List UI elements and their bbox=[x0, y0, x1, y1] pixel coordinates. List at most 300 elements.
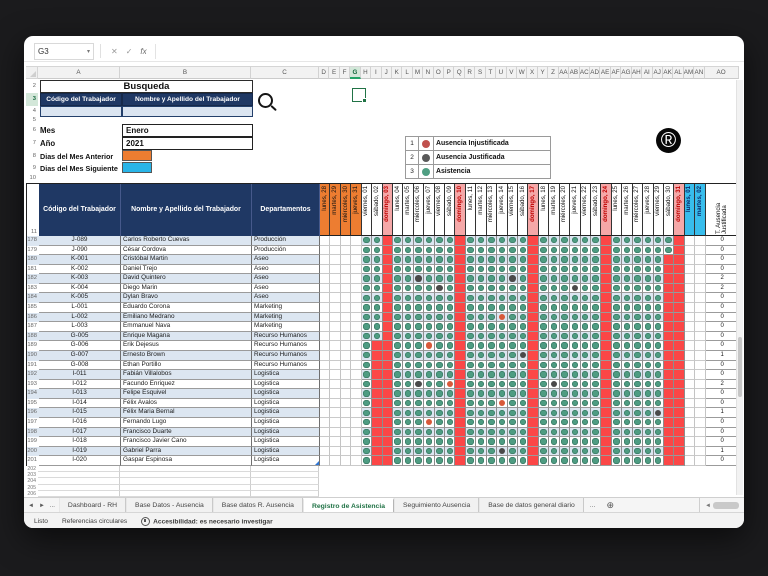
day-cell[interactable] bbox=[445, 361, 455, 371]
department-cell[interactable]: Logistica bbox=[252, 389, 320, 399]
employee-name-cell[interactable]: Francisco Javier Cano bbox=[121, 437, 252, 447]
day-cell[interactable] bbox=[612, 351, 622, 361]
day-cell[interactable] bbox=[487, 274, 497, 284]
day-cell[interactable] bbox=[539, 236, 549, 246]
day-cell[interactable] bbox=[508, 389, 518, 399]
day-cell[interactable] bbox=[622, 456, 632, 466]
day-cell[interactable] bbox=[351, 236, 361, 246]
day-cell[interactable] bbox=[664, 313, 674, 323]
day-cell[interactable] bbox=[320, 380, 330, 390]
day-cell[interactable] bbox=[528, 351, 538, 361]
column-header-V[interactable]: V bbox=[507, 66, 517, 79]
day-cell[interactable] bbox=[341, 322, 351, 332]
day-cell[interactable] bbox=[435, 341, 445, 351]
cancel-icon[interactable]: ✕ bbox=[111, 46, 118, 56]
day-cell[interactable] bbox=[414, 389, 424, 399]
day-cell[interactable] bbox=[466, 370, 476, 380]
day-cell[interactable] bbox=[351, 303, 361, 313]
day-cell[interactable] bbox=[685, 428, 695, 438]
day-cell[interactable] bbox=[664, 246, 674, 256]
day-cell[interactable] bbox=[664, 437, 674, 447]
day-cell[interactable] bbox=[383, 389, 393, 399]
day-cell[interactable] bbox=[581, 399, 591, 409]
day-cell[interactable] bbox=[581, 437, 591, 447]
day-cell[interactable] bbox=[508, 418, 518, 428]
day-cell[interactable] bbox=[601, 447, 611, 457]
day-cell[interactable] bbox=[643, 370, 653, 380]
day-cell[interactable] bbox=[414, 246, 424, 256]
day-cell[interactable] bbox=[341, 361, 351, 371]
day-cell[interactable] bbox=[508, 447, 518, 457]
column-header-AM[interactable]: AM bbox=[684, 66, 694, 79]
day-cell[interactable] bbox=[601, 370, 611, 380]
day-cell[interactable] bbox=[414, 293, 424, 303]
day-cell[interactable] bbox=[518, 274, 528, 284]
day-cell[interactable] bbox=[383, 274, 393, 284]
day-cell[interactable] bbox=[622, 246, 632, 256]
day-cell[interactable] bbox=[591, 456, 601, 466]
day-cell[interactable] bbox=[330, 408, 340, 418]
day-cell[interactable] bbox=[581, 246, 591, 256]
day-cell[interactable] bbox=[497, 351, 507, 361]
day-cell[interactable] bbox=[622, 428, 632, 438]
day-cell[interactable] bbox=[581, 265, 591, 275]
day-cell[interactable] bbox=[455, 255, 465, 265]
day-cell[interactable] bbox=[528, 418, 538, 428]
day-cell[interactable] bbox=[435, 361, 445, 371]
day-cell[interactable] bbox=[372, 322, 382, 332]
search-icon[interactable] bbox=[258, 93, 273, 108]
day-cell[interactable] bbox=[685, 284, 695, 294]
row-number[interactable]: 200 bbox=[27, 447, 37, 454]
day-cell[interactable] bbox=[654, 456, 664, 466]
day-cell[interactable] bbox=[518, 341, 528, 351]
employee-code-cell[interactable]: I-020 bbox=[39, 456, 121, 466]
day-cell[interactable] bbox=[362, 370, 372, 380]
day-cell[interactable] bbox=[528, 332, 538, 342]
day-cell[interactable] bbox=[383, 322, 393, 332]
day-cell[interactable] bbox=[362, 332, 372, 342]
day-cell[interactable] bbox=[674, 274, 684, 284]
day-cell[interactable] bbox=[591, 293, 601, 303]
row-number[interactable]: 196 bbox=[27, 409, 37, 416]
column-header-O[interactable]: O bbox=[434, 66, 444, 79]
day-cell[interactable] bbox=[341, 447, 351, 457]
day-cell[interactable] bbox=[487, 370, 497, 380]
day-cell[interactable] bbox=[549, 456, 559, 466]
day-cell[interactable] bbox=[445, 284, 455, 294]
day-cell[interactable] bbox=[591, 236, 601, 246]
day-header[interactable] bbox=[445, 184, 455, 236]
day-cell[interactable] bbox=[560, 447, 570, 457]
day-cell[interactable] bbox=[612, 408, 622, 418]
day-header[interactable] bbox=[518, 184, 528, 236]
day-cell[interactable] bbox=[591, 351, 601, 361]
column-header-AF[interactable]: AF bbox=[611, 66, 621, 79]
day-cell[interactable] bbox=[466, 351, 476, 361]
day-cell[interactable] bbox=[654, 255, 664, 265]
day-cell[interactable] bbox=[643, 303, 653, 313]
day-cell[interactable] bbox=[466, 322, 476, 332]
day-cell[interactable] bbox=[539, 303, 549, 313]
day-cell[interactable] bbox=[664, 380, 674, 390]
day-cell[interactable] bbox=[445, 303, 455, 313]
row-number[interactable]: 198 bbox=[27, 428, 37, 435]
employee-name-cell[interactable]: Fernando Lugo bbox=[121, 418, 252, 428]
day-cell[interactable] bbox=[393, 428, 403, 438]
column-header-J[interactable]: J bbox=[382, 66, 392, 79]
day-cell[interactable] bbox=[581, 380, 591, 390]
employee-name-cell[interactable]: Gaspar Espinosa bbox=[121, 456, 252, 466]
employee-code-cell[interactable]: I-017 bbox=[39, 428, 121, 438]
day-cell[interactable] bbox=[341, 428, 351, 438]
day-cell[interactable] bbox=[476, 322, 486, 332]
day-cell[interactable] bbox=[393, 408, 403, 418]
employee-code-cell[interactable]: I-013 bbox=[39, 389, 121, 399]
day-cell[interactable] bbox=[508, 456, 518, 466]
day-cell[interactable] bbox=[622, 322, 632, 332]
day-cell[interactable] bbox=[560, 418, 570, 428]
day-cell[interactable] bbox=[497, 408, 507, 418]
day-cell[interactable] bbox=[654, 380, 664, 390]
day-cell[interactable] bbox=[497, 246, 507, 256]
day-cell[interactable] bbox=[372, 236, 382, 246]
day-header[interactable] bbox=[351, 184, 361, 236]
day-cell[interactable] bbox=[487, 284, 497, 294]
day-cell[interactable] bbox=[581, 341, 591, 351]
day-cell[interactable] bbox=[330, 332, 340, 342]
day-cell[interactable] bbox=[466, 447, 476, 457]
day-cell[interactable] bbox=[664, 322, 674, 332]
employee-name-cell[interactable]: Ethan Portillo bbox=[121, 361, 252, 371]
day-cell[interactable] bbox=[320, 255, 330, 265]
day-cell[interactable] bbox=[455, 284, 465, 294]
day-cell[interactable] bbox=[330, 284, 340, 294]
day-cell[interactable] bbox=[528, 322, 538, 332]
day-cell[interactable] bbox=[362, 399, 372, 409]
day-cell[interactable] bbox=[570, 437, 580, 447]
day-cell[interactable] bbox=[612, 389, 622, 399]
day-cell[interactable] bbox=[654, 408, 664, 418]
day-cell[interactable] bbox=[351, 408, 361, 418]
day-cell[interactable] bbox=[403, 456, 413, 466]
day-cell[interactable] bbox=[487, 246, 497, 256]
day-cell[interactable] bbox=[393, 370, 403, 380]
day-cell[interactable] bbox=[643, 456, 653, 466]
total-justified-cell[interactable]: 0 bbox=[706, 293, 740, 303]
day-cell[interactable] bbox=[622, 418, 632, 428]
day-cell[interactable] bbox=[455, 408, 465, 418]
total-justified-cell[interactable]: 0 bbox=[706, 255, 740, 265]
day-cell[interactable] bbox=[424, 236, 434, 246]
day-cell[interactable] bbox=[591, 265, 601, 275]
day-cell[interactable] bbox=[508, 313, 518, 323]
employee-code-cell[interactable]: G-006 bbox=[39, 341, 121, 351]
day-cell[interactable] bbox=[320, 418, 330, 428]
day-cell[interactable] bbox=[570, 380, 580, 390]
day-cell[interactable] bbox=[362, 456, 372, 466]
day-cell[interactable] bbox=[372, 313, 382, 323]
day-cell[interactable] bbox=[487, 418, 497, 428]
search-name-input[interactable] bbox=[122, 106, 253, 117]
day-cell[interactable] bbox=[445, 274, 455, 284]
day-cell[interactable] bbox=[695, 361, 705, 371]
vertical-scrollbar[interactable] bbox=[736, 80, 743, 495]
day-cell[interactable] bbox=[539, 274, 549, 284]
day-cell[interactable] bbox=[351, 437, 361, 447]
day-cell[interactable] bbox=[560, 341, 570, 351]
employee-name-cell[interactable]: Félix Avalos bbox=[121, 399, 252, 409]
row-number[interactable]: 188 bbox=[27, 332, 37, 339]
employee-code-cell[interactable]: I-014 bbox=[39, 399, 121, 409]
column-header-W[interactable]: W bbox=[517, 66, 527, 79]
day-cell[interactable] bbox=[497, 313, 507, 323]
day-cell[interactable] bbox=[654, 274, 664, 284]
day-cell[interactable] bbox=[466, 255, 476, 265]
day-cell[interactable] bbox=[518, 437, 528, 447]
day-cell[interactable] bbox=[622, 236, 632, 246]
day-cell[interactable] bbox=[591, 447, 601, 457]
day-cell[interactable] bbox=[622, 351, 632, 361]
day-cell[interactable] bbox=[549, 447, 559, 457]
day-cell[interactable] bbox=[685, 437, 695, 447]
day-cell[interactable] bbox=[383, 351, 393, 361]
day-cell[interactable] bbox=[528, 255, 538, 265]
day-cell[interactable] bbox=[466, 313, 476, 323]
day-cell[interactable] bbox=[591, 370, 601, 380]
day-cell[interactable] bbox=[601, 293, 611, 303]
day-cell[interactable] bbox=[601, 274, 611, 284]
day-header[interactable] bbox=[685, 184, 695, 236]
day-cell[interactable] bbox=[341, 255, 351, 265]
day-cell[interactable] bbox=[330, 236, 340, 246]
department-cell[interactable]: Recurso Humanos bbox=[252, 351, 320, 361]
row-number[interactable]: 187 bbox=[27, 323, 37, 330]
day-cell[interactable] bbox=[487, 428, 497, 438]
month-value[interactable]: Enero bbox=[122, 124, 253, 137]
day-cell[interactable] bbox=[435, 351, 445, 361]
day-cell[interactable] bbox=[362, 380, 372, 390]
row-number[interactable]: 5 bbox=[32, 117, 36, 123]
day-cell[interactable] bbox=[320, 236, 330, 246]
day-cell[interactable] bbox=[383, 370, 393, 380]
day-cell[interactable] bbox=[435, 456, 445, 466]
day-cell[interactable] bbox=[435, 389, 445, 399]
day-cell[interactable] bbox=[330, 370, 340, 380]
day-cell[interactable] bbox=[643, 408, 653, 418]
total-justified-cell[interactable]: 0 bbox=[706, 322, 740, 332]
day-header[interactable] bbox=[466, 184, 476, 236]
day-cell[interactable] bbox=[476, 380, 486, 390]
day-header[interactable] bbox=[591, 184, 601, 236]
day-cell[interactable] bbox=[445, 418, 455, 428]
day-cell[interactable] bbox=[414, 361, 424, 371]
day-cell[interactable] bbox=[539, 332, 549, 342]
day-cell[interactable] bbox=[497, 332, 507, 342]
day-cell[interactable] bbox=[560, 293, 570, 303]
day-cell[interactable] bbox=[601, 236, 611, 246]
day-cell[interactable] bbox=[612, 322, 622, 332]
day-cell[interactable] bbox=[581, 351, 591, 361]
day-cell[interactable] bbox=[539, 293, 549, 303]
total-justified-cell[interactable]: 0 bbox=[706, 361, 740, 371]
day-cell[interactable] bbox=[654, 418, 664, 428]
day-cell[interactable] bbox=[518, 370, 528, 380]
day-cell[interactable] bbox=[393, 265, 403, 275]
department-cell[interactable]: Logistica bbox=[252, 380, 320, 390]
day-cell[interactable] bbox=[403, 447, 413, 457]
day-cell[interactable] bbox=[581, 447, 591, 457]
day-cell[interactable] bbox=[622, 341, 632, 351]
day-cell[interactable] bbox=[518, 293, 528, 303]
day-cell[interactable] bbox=[476, 408, 486, 418]
total-justified-cell[interactable]: 0 bbox=[706, 418, 740, 428]
day-cell[interactable] bbox=[528, 456, 538, 466]
day-cell[interactable] bbox=[445, 332, 455, 342]
day-cell[interactable] bbox=[320, 246, 330, 256]
day-cell[interactable] bbox=[383, 313, 393, 323]
day-cell[interactable] bbox=[383, 341, 393, 351]
day-cell[interactable] bbox=[664, 428, 674, 438]
day-cell[interactable] bbox=[601, 361, 611, 371]
day-cell[interactable] bbox=[476, 255, 486, 265]
day-cell[interactable] bbox=[403, 389, 413, 399]
day-cell[interactable] bbox=[393, 380, 403, 390]
day-header[interactable] bbox=[528, 184, 538, 236]
day-cell[interactable] bbox=[549, 380, 559, 390]
day-cell[interactable] bbox=[476, 293, 486, 303]
day-cell[interactable] bbox=[320, 389, 330, 399]
day-cell[interactable] bbox=[633, 456, 643, 466]
employee-code-cell[interactable]: K-002 bbox=[39, 265, 121, 275]
day-cell[interactable] bbox=[674, 456, 684, 466]
day-cell[interactable] bbox=[445, 399, 455, 409]
day-cell[interactable] bbox=[508, 284, 518, 294]
day-cell[interactable] bbox=[581, 293, 591, 303]
day-cell[interactable] bbox=[383, 255, 393, 265]
day-cell[interactable] bbox=[330, 456, 340, 466]
column-header-U[interactable]: U bbox=[496, 66, 506, 79]
day-cell[interactable] bbox=[435, 236, 445, 246]
day-cell[interactable] bbox=[372, 380, 382, 390]
day-cell[interactable] bbox=[643, 246, 653, 256]
day-cell[interactable] bbox=[674, 265, 684, 275]
day-cell[interactable] bbox=[581, 322, 591, 332]
day-cell[interactable] bbox=[393, 361, 403, 371]
day-cell[interactable] bbox=[695, 322, 705, 332]
day-cell[interactable] bbox=[581, 332, 591, 342]
total-justified-cell[interactable]: 0 bbox=[706, 246, 740, 256]
day-cell[interactable] bbox=[612, 418, 622, 428]
day-cell[interactable] bbox=[570, 313, 580, 323]
day-cell[interactable] bbox=[476, 265, 486, 275]
day-cell[interactable] bbox=[330, 437, 340, 447]
day-cell[interactable] bbox=[466, 437, 476, 447]
day-cell[interactable] bbox=[508, 293, 518, 303]
row-number[interactable]: 206 bbox=[27, 490, 36, 497]
day-cell[interactable] bbox=[674, 322, 684, 332]
day-cell[interactable] bbox=[560, 274, 570, 284]
day-cell[interactable] bbox=[643, 437, 653, 447]
day-cell[interactable] bbox=[362, 322, 372, 332]
day-cell[interactable] bbox=[372, 332, 382, 342]
day-cell[interactable] bbox=[372, 255, 382, 265]
day-cell[interactable] bbox=[685, 351, 695, 361]
day-cell[interactable] bbox=[341, 341, 351, 351]
day-cell[interactable] bbox=[435, 418, 445, 428]
day-cell[interactable] bbox=[654, 246, 664, 256]
day-cell[interactable] bbox=[424, 447, 434, 457]
day-cell[interactable] bbox=[643, 236, 653, 246]
day-cell[interactable] bbox=[591, 332, 601, 342]
day-cell[interactable] bbox=[351, 265, 361, 275]
day-cell[interactable] bbox=[633, 322, 643, 332]
day-cell[interactable] bbox=[518, 332, 528, 342]
day-cell[interactable] bbox=[424, 255, 434, 265]
day-cell[interactable] bbox=[518, 418, 528, 428]
day-cell[interactable] bbox=[570, 293, 580, 303]
day-cell[interactable] bbox=[539, 408, 549, 418]
day-cell[interactable] bbox=[622, 332, 632, 342]
day-cell[interactable] bbox=[435, 370, 445, 380]
day-cell[interactable] bbox=[362, 236, 372, 246]
day-cell[interactable] bbox=[674, 293, 684, 303]
day-cell[interactable] bbox=[622, 370, 632, 380]
column-header-AB[interactable]: AB bbox=[569, 66, 579, 79]
employee-name-cell[interactable]: Erik Dejesus bbox=[121, 341, 252, 351]
day-cell[interactable] bbox=[341, 246, 351, 256]
day-cell[interactable] bbox=[664, 341, 674, 351]
employee-code-cell[interactable]: K-005 bbox=[39, 293, 121, 303]
day-cell[interactable] bbox=[341, 418, 351, 428]
day-header[interactable] bbox=[508, 184, 518, 236]
day-cell[interactable] bbox=[685, 313, 695, 323]
day-cell[interactable] bbox=[591, 428, 601, 438]
day-cell[interactable] bbox=[685, 255, 695, 265]
day-cell[interactable] bbox=[508, 265, 518, 275]
day-cell[interactable] bbox=[383, 236, 393, 246]
day-cell[interactable] bbox=[549, 293, 559, 303]
column-header-K[interactable]: K bbox=[392, 66, 402, 79]
day-cell[interactable] bbox=[695, 437, 705, 447]
day-cell[interactable] bbox=[455, 428, 465, 438]
day-cell[interactable] bbox=[654, 351, 664, 361]
day-cell[interactable] bbox=[487, 380, 497, 390]
day-cell[interactable] bbox=[476, 332, 486, 342]
row-number[interactable]: 4 bbox=[32, 108, 36, 114]
day-cell[interactable] bbox=[372, 303, 382, 313]
day-cell[interactable] bbox=[466, 399, 476, 409]
day-cell[interactable] bbox=[549, 284, 559, 294]
day-cell[interactable] bbox=[570, 274, 580, 284]
day-cell[interactable] bbox=[497, 389, 507, 399]
row-number[interactable]: 191 bbox=[27, 361, 37, 368]
day-cell[interactable] bbox=[497, 456, 507, 466]
day-cell[interactable] bbox=[435, 274, 445, 284]
day-cell[interactable] bbox=[341, 332, 351, 342]
day-cell[interactable] bbox=[508, 351, 518, 361]
day-cell[interactable] bbox=[685, 265, 695, 275]
day-header[interactable] bbox=[320, 184, 330, 236]
day-cell[interactable] bbox=[372, 437, 382, 447]
row-number[interactable]: 186 bbox=[27, 313, 37, 320]
day-cell[interactable] bbox=[455, 437, 465, 447]
day-cell[interactable] bbox=[351, 456, 361, 466]
selected-cell-outline[interactable] bbox=[352, 88, 366, 102]
name-box[interactable] bbox=[34, 43, 94, 60]
employee-name-cell[interactable]: César Cordova bbox=[121, 246, 252, 256]
day-cell[interactable] bbox=[560, 389, 570, 399]
